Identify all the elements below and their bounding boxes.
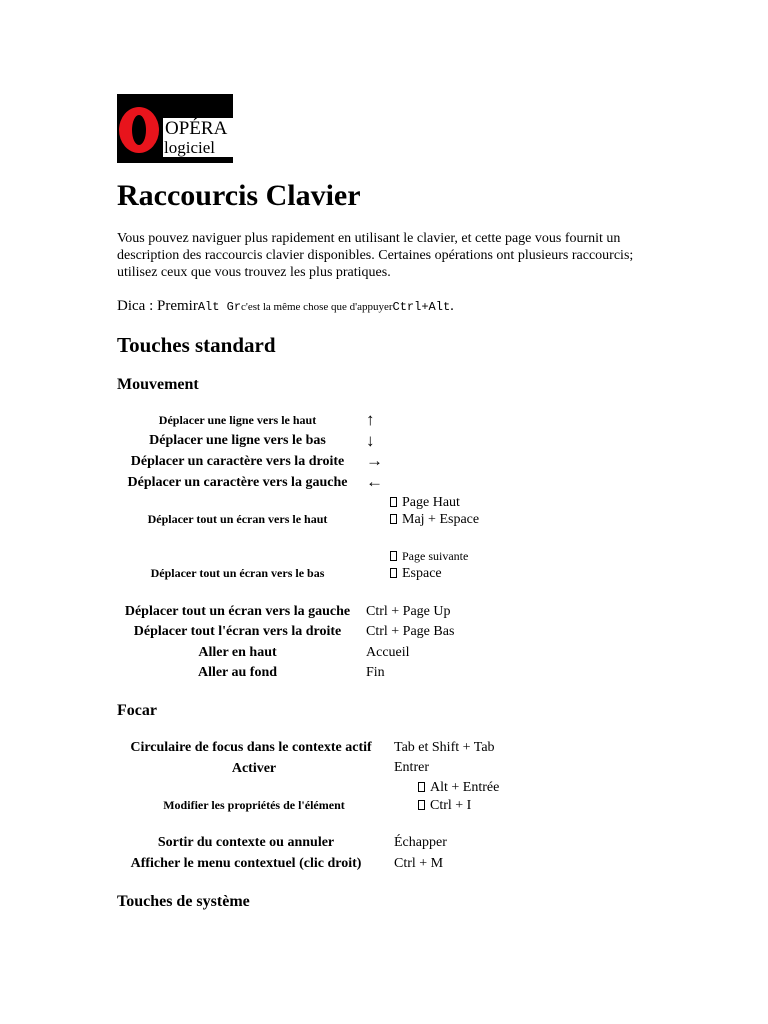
tip-line [117,297,454,316]
movement-label: Aller au fond [197,665,278,680]
logo-line-2: logiciel [164,138,215,157]
movement-key: → [366,451,383,470]
movement-key: ← [366,472,383,491]
movement-key: Page suivante [390,548,468,565]
section-standard-heading: Touches standard [117,333,276,357]
movement-label: Aller en haut [198,645,277,660]
tip-prefix: Dica : Premir [117,298,198,314]
movement-label: Déplacer tout un écran vers la gauche [124,604,351,619]
bullet-icon [418,800,425,810]
movement-label: Déplacer une ligne vers le haut [158,413,317,427]
opera-logo [117,94,233,163]
page-title: Raccourcis Clavier [117,179,361,212]
movement-label: Déplacer un caractère vers la gauche [127,475,348,490]
focus-key: Ctrl + I [418,797,471,814]
movement-key: ↑ [366,410,375,429]
focus-label: Activer [231,761,277,776]
focus-key: Alt + Entrée [418,779,499,796]
tip-middle: c'est la même chose que d'appuyer [241,301,393,313]
opera-o-icon [119,107,159,153]
intro-paragraph: Vous pouvez naviguer plus rapidement en utilisant le clavier, et cette page vous fournit un description des raccourcis clavier disponibles. Certaines opérations ont plusieurs raccourcis; utilisez ceux que vous trouvez les plus pratiques. [117,231,634,280]
movement-label: Déplacer un caractère vers la droite [130,454,345,469]
bullet-icon [390,568,397,578]
focus-label: Afficher le menu contextuel (clic droit) [130,856,362,871]
focus-key: Échapper [394,835,447,850]
focus-label: Sortir du contexte ou annuler [157,835,335,850]
logo-line-1: OPÉRA [165,118,228,139]
movement-key: Accueil [366,645,410,660]
system-keys-heading: Touches de système [117,893,250,910]
movement-label: Déplacer tout l'écran vers la droite [133,624,342,639]
movement-key: Page Haut [390,494,460,511]
focus-heading: Focar [117,702,157,719]
movement-key: ↓ [366,431,375,450]
bullet-icon [390,514,397,524]
movement-heading: Mouvement [117,376,199,393]
movement-key: Ctrl + Page Up [366,604,451,619]
movement-key: Espace [390,565,442,582]
tip-key-ctrlalt: Ctrl+Alt [392,300,451,314]
tip-suffix: . [450,298,454,314]
movement-key: Maj + Espace [390,511,479,528]
movement-label: Déplacer tout un écran vers le haut [147,512,328,526]
movement-key: Fin [366,665,385,680]
bullet-icon [390,551,397,561]
focus-key: Ctrl + M [394,856,444,871]
bullet-icon [418,782,425,792]
focus-key: Tab et Shift + Tab [394,740,495,755]
movement-label: Déplacer une ligne vers le bas [149,433,326,448]
movement-label: Déplacer tout un écran vers le bas [150,566,325,580]
focus-label: Modifier les propriétés de l'élément [163,798,345,812]
movement-key: Ctrl + Page Bas [366,624,455,639]
focus-label: Circulaire de focus dans le contexte actif [130,740,372,755]
tip-key-altgr: Alt Gr [197,300,242,314]
focus-key: Entrer [394,760,429,775]
bullet-icon [390,497,397,507]
